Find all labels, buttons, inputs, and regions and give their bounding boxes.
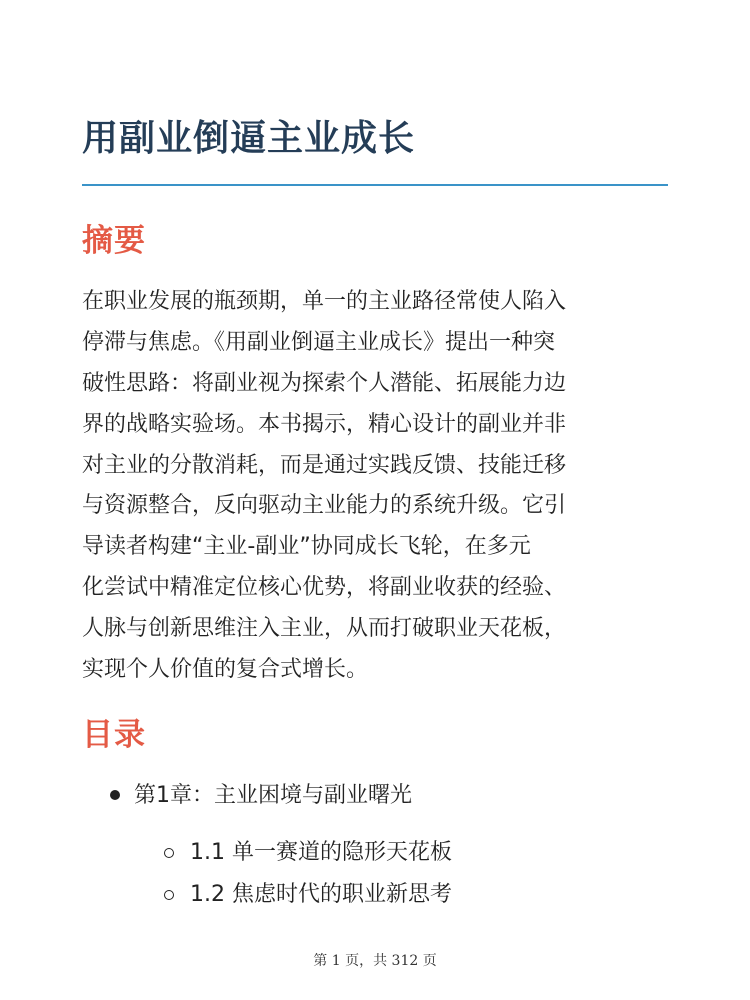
abstract-line: 破性思路：将副业视为探索个人潜能、拓展能力边: [82, 370, 567, 396]
abstract-line: 对主业的分散消耗，而是通过实践反馈、技能迁移: [82, 452, 567, 478]
toc-chapter-item[interactable]: [82, 776, 672, 816]
bullet-circle-icon: [164, 848, 174, 858]
abstract-line: 在职业发展的瓶颈期，单一的主业路径常使人陷入: [82, 289, 567, 314]
document-title: 用副业倒逼主业成长: [82, 118, 416, 159]
page-number-footer: 第 1 页，共 312 页: [313, 953, 437, 969]
toc-section-item[interactable]: [82, 875, 672, 915]
bullet-circle-icon: [164, 890, 174, 900]
abstract-line: 与资源整合，反向驱动主业能力的系统升级。它引: [82, 493, 567, 519]
abstract-line: 导读者构建“主业-副业”协同成长飞轮，在多元: [82, 534, 531, 560]
toc-section-label: 1.1 单一赛道的隐形天花板: [190, 840, 452, 865]
abstract-heading: 摘要: [82, 223, 146, 259]
abstract-paragraph: [82, 282, 672, 691]
bullet-disc-icon: [110, 790, 120, 800]
toc-section-item[interactable]: [82, 833, 672, 873]
title-divider: [82, 184, 668, 186]
abstract-line: 化尝试中精准定位核心优势，将副业收获的经验、: [82, 575, 567, 601]
toc-section-label: 1.2 焦虑时代的职业新思考: [190, 882, 452, 907]
abstract-line: 实现个人价值的复合式增长。: [82, 657, 369, 683]
abstract-line: 人脉与创新思维注入主业，从而打破职业天花板，: [82, 616, 567, 642]
toc-chapter-label: 第1章：主业困境与副业曙光: [134, 783, 412, 808]
table-of-contents: [82, 776, 672, 916]
toc-heading: 目录: [82, 717, 146, 753]
abstract-line: 停滞与焦虑。《用副业倒逼主业成长》提出一种突: [82, 329, 556, 355]
abstract-line: 界的战略实验场。本书揭示，精心设计的副业并非: [82, 411, 567, 437]
